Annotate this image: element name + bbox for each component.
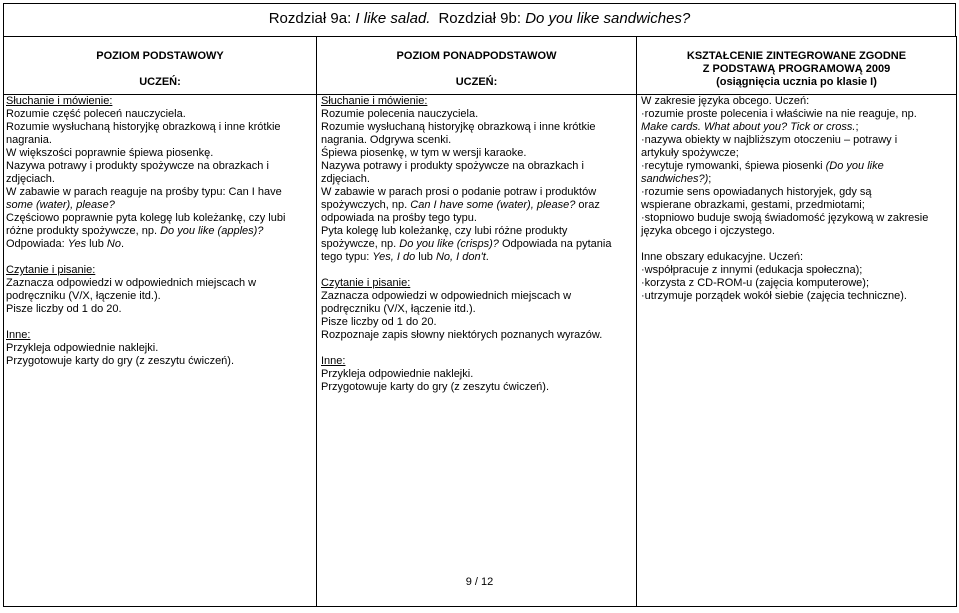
header-basic-student: UCZEŃ: [139,76,181,88]
curriculum-table [3,36,957,607]
text-line: sandwiches?); [641,173,712,185]
bullet-dot-icon: · [641,277,645,289]
section-heading-other: Inne: [6,329,31,341]
text-line: zdjęciach. [321,173,370,185]
text-line: some (water), please? [6,199,115,211]
title-prefix-a: Rozdział 9a: [268,10,356,27]
bullet-dot-icon: · [641,134,645,146]
section-heading-reading: Czytanie i pisanie: [6,264,96,276]
text-line: podręczniku (V/X, łączenie itd.). [6,290,161,302]
bullet-item: ·korzysta z CD-ROM-u (zajęcia komputerowe); [641,277,870,289]
text-line: Zaznacza odpowiedzi w odpowiednich miejscach w [6,277,257,289]
bullet-item: ·rozumie sens opowiadanych historyjek, gdy są [641,186,872,198]
header-advanced-level [317,37,637,95]
bullet-item: ·stopniowo buduje swoją świadomość językową w zakresie [641,212,929,224]
text-line: odpowiada na prośby tego typu. [321,212,477,224]
section-heading-other-areas: Inne obszary edukacyjne. Uczeń: [641,251,804,263]
text-line: W zabawie w parach prosi o podanie potraw i produktów [321,186,597,198]
text-line: Częściowo poprawnie pyta kolegę lub koleżankę, czy lubi [6,212,286,224]
text-line: Przykleja odpowiednie naklejki. [321,368,474,380]
section-heading-language: W zakresie języka obcego. Uczeń: [641,95,810,107]
header-integrated-line3: (osiągnięcia ucznia po klasie I) [716,76,877,88]
text-line: Pisze liczby od 1 do 20. [321,316,437,328]
text-line: nagrania. Odgrywa scenki. [321,134,452,146]
header-advanced-title: POZIOM PONADPODSTAWOW [396,50,557,62]
text-line: Nazywa potrawy i produkty spożywcze na obrazkach i [6,160,269,172]
header-advanced-student: UCZEŃ: [455,76,498,88]
header-integrated-line1: KSZTAŁCENIE ZINTEGROWANE ZGODNE [686,50,907,62]
text-line: podręczniku (V/X, łączenie itd.). [321,303,476,315]
text-line: Rozumie polecenia nauczyciela. [321,108,479,120]
text-line: Przygotowuje karty do gry (z zeszytu ćwiczeń). [6,355,235,367]
bullet-dot-icon: · [641,160,645,172]
text-line: W większości poprawnie śpiewa piosenkę. [6,147,214,159]
basic-level-content [4,95,317,607]
bullet-dot-icon: · [641,290,645,302]
title-italic-b: Do you like sandwiches? [525,10,691,27]
header-integrated-line2: Z PODSTAWĄ PROGRAMOWĄ 2009 [702,63,891,75]
text-line: Nazywa potrawy i produkty spożywcze na obrazkach i [321,160,584,172]
title-italic-a: I like salad. [355,10,431,27]
integrated-content [637,95,957,607]
header-integrated [637,37,957,95]
text-line: spożywcze, np. Do you like (crisps)? Odpowiada na pytania [321,238,612,250]
bullet-item: ·utrzymuje porządek wokół siebie (zajęcia techniczne). [641,290,907,302]
content-row [4,95,957,607]
bullet-dot-icon: · [641,108,645,120]
text-line: zdjęciach. [6,173,55,185]
text-line: Odpowiada: Yes lub No. [6,238,125,250]
page-number: 9 / 12 [465,576,494,588]
text-line: Śpiewa piosenkę, w tym w wersji karaoke. [321,147,527,159]
text-line: Przygotowuje karty do gry (z zeszytu ćwiczeń). [321,381,550,393]
text-line: Rozpoznaje zapis słowny niektórych poznanych wyrazów. [321,329,603,341]
bullet-item: ·nazywa obiekty w najbliższym otoczeniu – potrawy i [641,134,898,146]
advanced-level-content [317,95,637,607]
section-heading-other: Inne: [321,355,346,367]
bullet-dot-icon: · [641,212,645,224]
section-heading-reading: Czytanie i pisanie: [321,277,411,289]
text-line: W zabawie w parach reaguje na prośby typu: Can I have [6,186,282,198]
text-line: Rozumie wysłuchaną historyjkę obrazkową i inne krótkie [321,121,596,133]
text-line: Zaznacza odpowiedzi w odpowiednich miejscach w [321,290,572,302]
title-prefix-b: Rozdział 9b: [438,10,526,27]
text-line: wspierane obrazkami, gestami, przedmiotami; [641,199,865,211]
text-line: języka obcego i ojczystego. [641,225,775,237]
text-line: Przykleja odpowiednie naklejki. [6,342,159,354]
bullet-item: ·rozumie proste polecenia i właściwie na nie reaguje, np. [641,108,917,120]
header-basic-level [4,37,317,95]
text-line: różne produkty spożywcze, np. Do you like (apples)? [6,225,264,237]
bullet-dot-icon: · [641,186,645,198]
header-basic-title: POZIOM PODSTAWOWY [96,50,224,62]
text-line: spożywczych, np. Can I have some (water), please? oraz [321,199,600,211]
text-line: Make cards. What about you? Tick or cross.; [641,121,859,133]
text-line: Rozumie część poleceń nauczyciela. [6,108,186,120]
bullet-dot-icon: · [641,264,645,276]
section-heading-listening: Słuchanie i mówienie: [6,95,113,107]
text-line: Pyta kolegę lub koleżankę, czy lubi różne produkty [321,225,568,237]
text-line: tego typu: Yes, I do lub No, I don't. [321,251,489,263]
text-line: artykuły spożywcze; [641,147,739,159]
text-line: Pisze liczby od 1 do 20. [6,303,122,315]
header-row [4,37,957,95]
bullet-item: ·recytuje rymowanki, śpiewa piosenki (Do you like [641,160,884,172]
chapter-title [3,3,956,36]
section-heading-listening: Słuchanie i mówienie: [321,95,428,107]
text-line: Rozumie wysłuchaną historyjkę obrazkową i inne krótkie [6,121,281,133]
bullet-item: ·współpracuje z innymi (edukacja społeczna); [641,264,863,276]
text-line: nagrania. [6,134,52,146]
